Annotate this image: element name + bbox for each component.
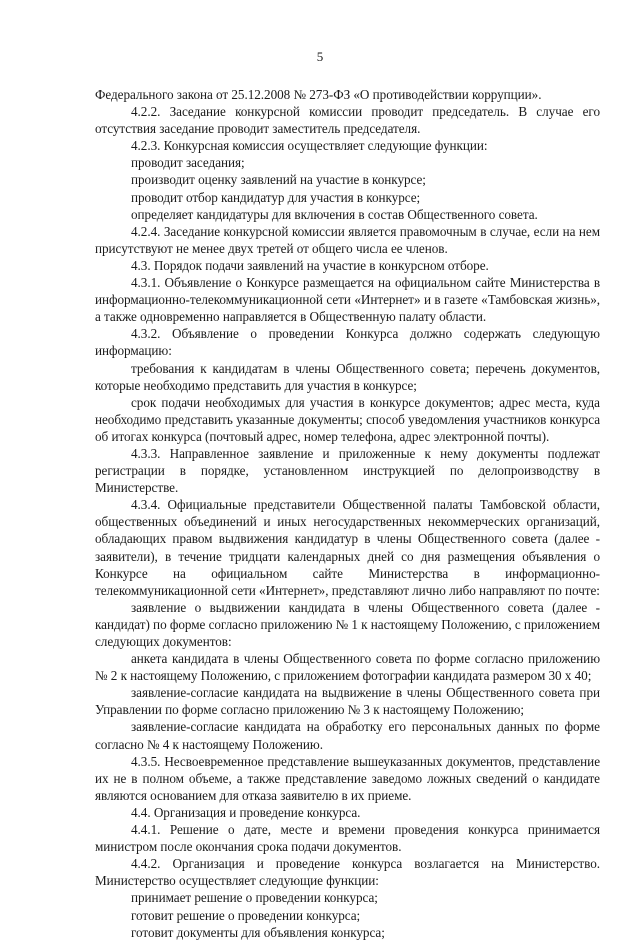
- paragraph: 4.2.2. Заседание конкурсной комиссии проводит председатель. В случае его отсутствия заседание проводит заместитель председателя.: [95, 104, 600, 137]
- list-item: готовит документы для объявления конкурса;: [131, 924, 385, 940]
- list-item: принимает решение о проведении конкурса;: [131, 890, 378, 906]
- document-body: [95, 86, 600, 941]
- list-item: определяет кандидатуры для включения в состав Общественного совета.: [131, 206, 538, 222]
- paragraph: 4.3.3. Направленное заявление и приложенные к нему документы подлежат регистрации в порядке, установленном инструкцией по делопроизводству в Министерстве.: [95, 445, 600, 496]
- list-item: заявление о выдвижении кандидата в члены Общественного совета (далее - кандидат) по форме согласно приложению № 1 к настоящему Положению, с приложением следующих документов:: [95, 599, 600, 649]
- list-item: проводит отбор кандидатур для участия в конкурсе;: [131, 189, 421, 205]
- section-heading: 4.4. Организация и проведение конкурса.: [131, 804, 361, 820]
- list-item: срок подачи необходимых для участия в конкурсе документов; адрес места, куда необходимо представить указанные документы; способ уведомления участников конкурса об итогах конкурса (почтовый адрес, номер телефона, адрес электронной почты).: [95, 394, 600, 444]
- paragraph: 4.3.4. Официальные представители Общественной палаты Тамбовской области, общественных объединений и иных негосударственных некоммерческих организаций, обладающих правом выдвижения кандидатур в члены Общественного совета (далее - заявители), в течение тридцати календарных дней со дня размещения объявления о Конкурсе на официальном сайте Министерства в информационно-телекоммуникационной сети «Интернет», представляют лично либо направляют по почте:: [95, 497, 600, 598]
- paragraph: 4.2.4. Заседание конкурсной комиссии является правомочным в случае, если на нем присутствуют не менее двух третей от общего числа ее членов.: [95, 223, 600, 256]
- list-item: производит оценку заявлений на участие в конкурсе;: [131, 172, 426, 188]
- list-item: заявление-согласие кандидата на обработку его персональных данных по форме согласно № 4 к настоящему Положению.: [95, 719, 600, 752]
- paragraph: 4.2.3. Конкурсная комиссия осуществляет следующие функции:: [131, 138, 488, 154]
- paragraph: 4.4.1. Решение о дате, месте и времени проведения конкурса принимается министром после окончания срока подачи документов.: [95, 822, 600, 855]
- list-item: анкета кандидата в члены Общественного совета по форме согласно приложению № 2 к настоящему Положению, с приложением фотографии кандидата размером 30 х 40;: [95, 651, 600, 684]
- list-item: готовит решение о проведении конкурса;: [131, 907, 361, 923]
- paragraph: 4.3.5. Несвоевременное представление вышеуказанных документов, представление их не в полном объеме, а также представление заведомо ложных сведений о кандидате являются основанием для отказа заявителю в их приеме.: [95, 753, 600, 803]
- list-item: заявление-согласие кандидата на выдвижение в члены Общественного совета при Управлении по форме согласно приложению № 3 к настоящему Положению;: [95, 685, 600, 718]
- paragraph: 4.3.1. Объявление о Конкурсе размещается на официальном сайте Министерства в информационно-телекоммуникационной сети «Интернет» и в газете «Тамбовская жизнь», а также одновременно направляется в Общественную палату области.: [95, 275, 600, 325]
- paragraph: 4.3.2. Объявление о проведении Конкурса должно содержать следующую информацию:: [95, 326, 600, 359]
- list-item: требования к кандидатам в члены Общественного совета; перечень документов, которые необходимо представить для участия в конкурсе;: [95, 360, 600, 393]
- list-item: проводит заседания;: [131, 155, 245, 171]
- section-heading: 4.3. Порядок подачи заявлений на участие в конкурсном отборе.: [131, 257, 489, 273]
- page-number: 5: [316, 49, 324, 64]
- paragraph: 4.4.2. Организация и проведение конкурса возлагается на Министерство. Министерство осуществляет следующие функции:: [95, 856, 600, 889]
- paragraph: Федерального закона от 25.12.2008 № 273-ФЗ «О противодействии коррупции».: [95, 87, 542, 102]
